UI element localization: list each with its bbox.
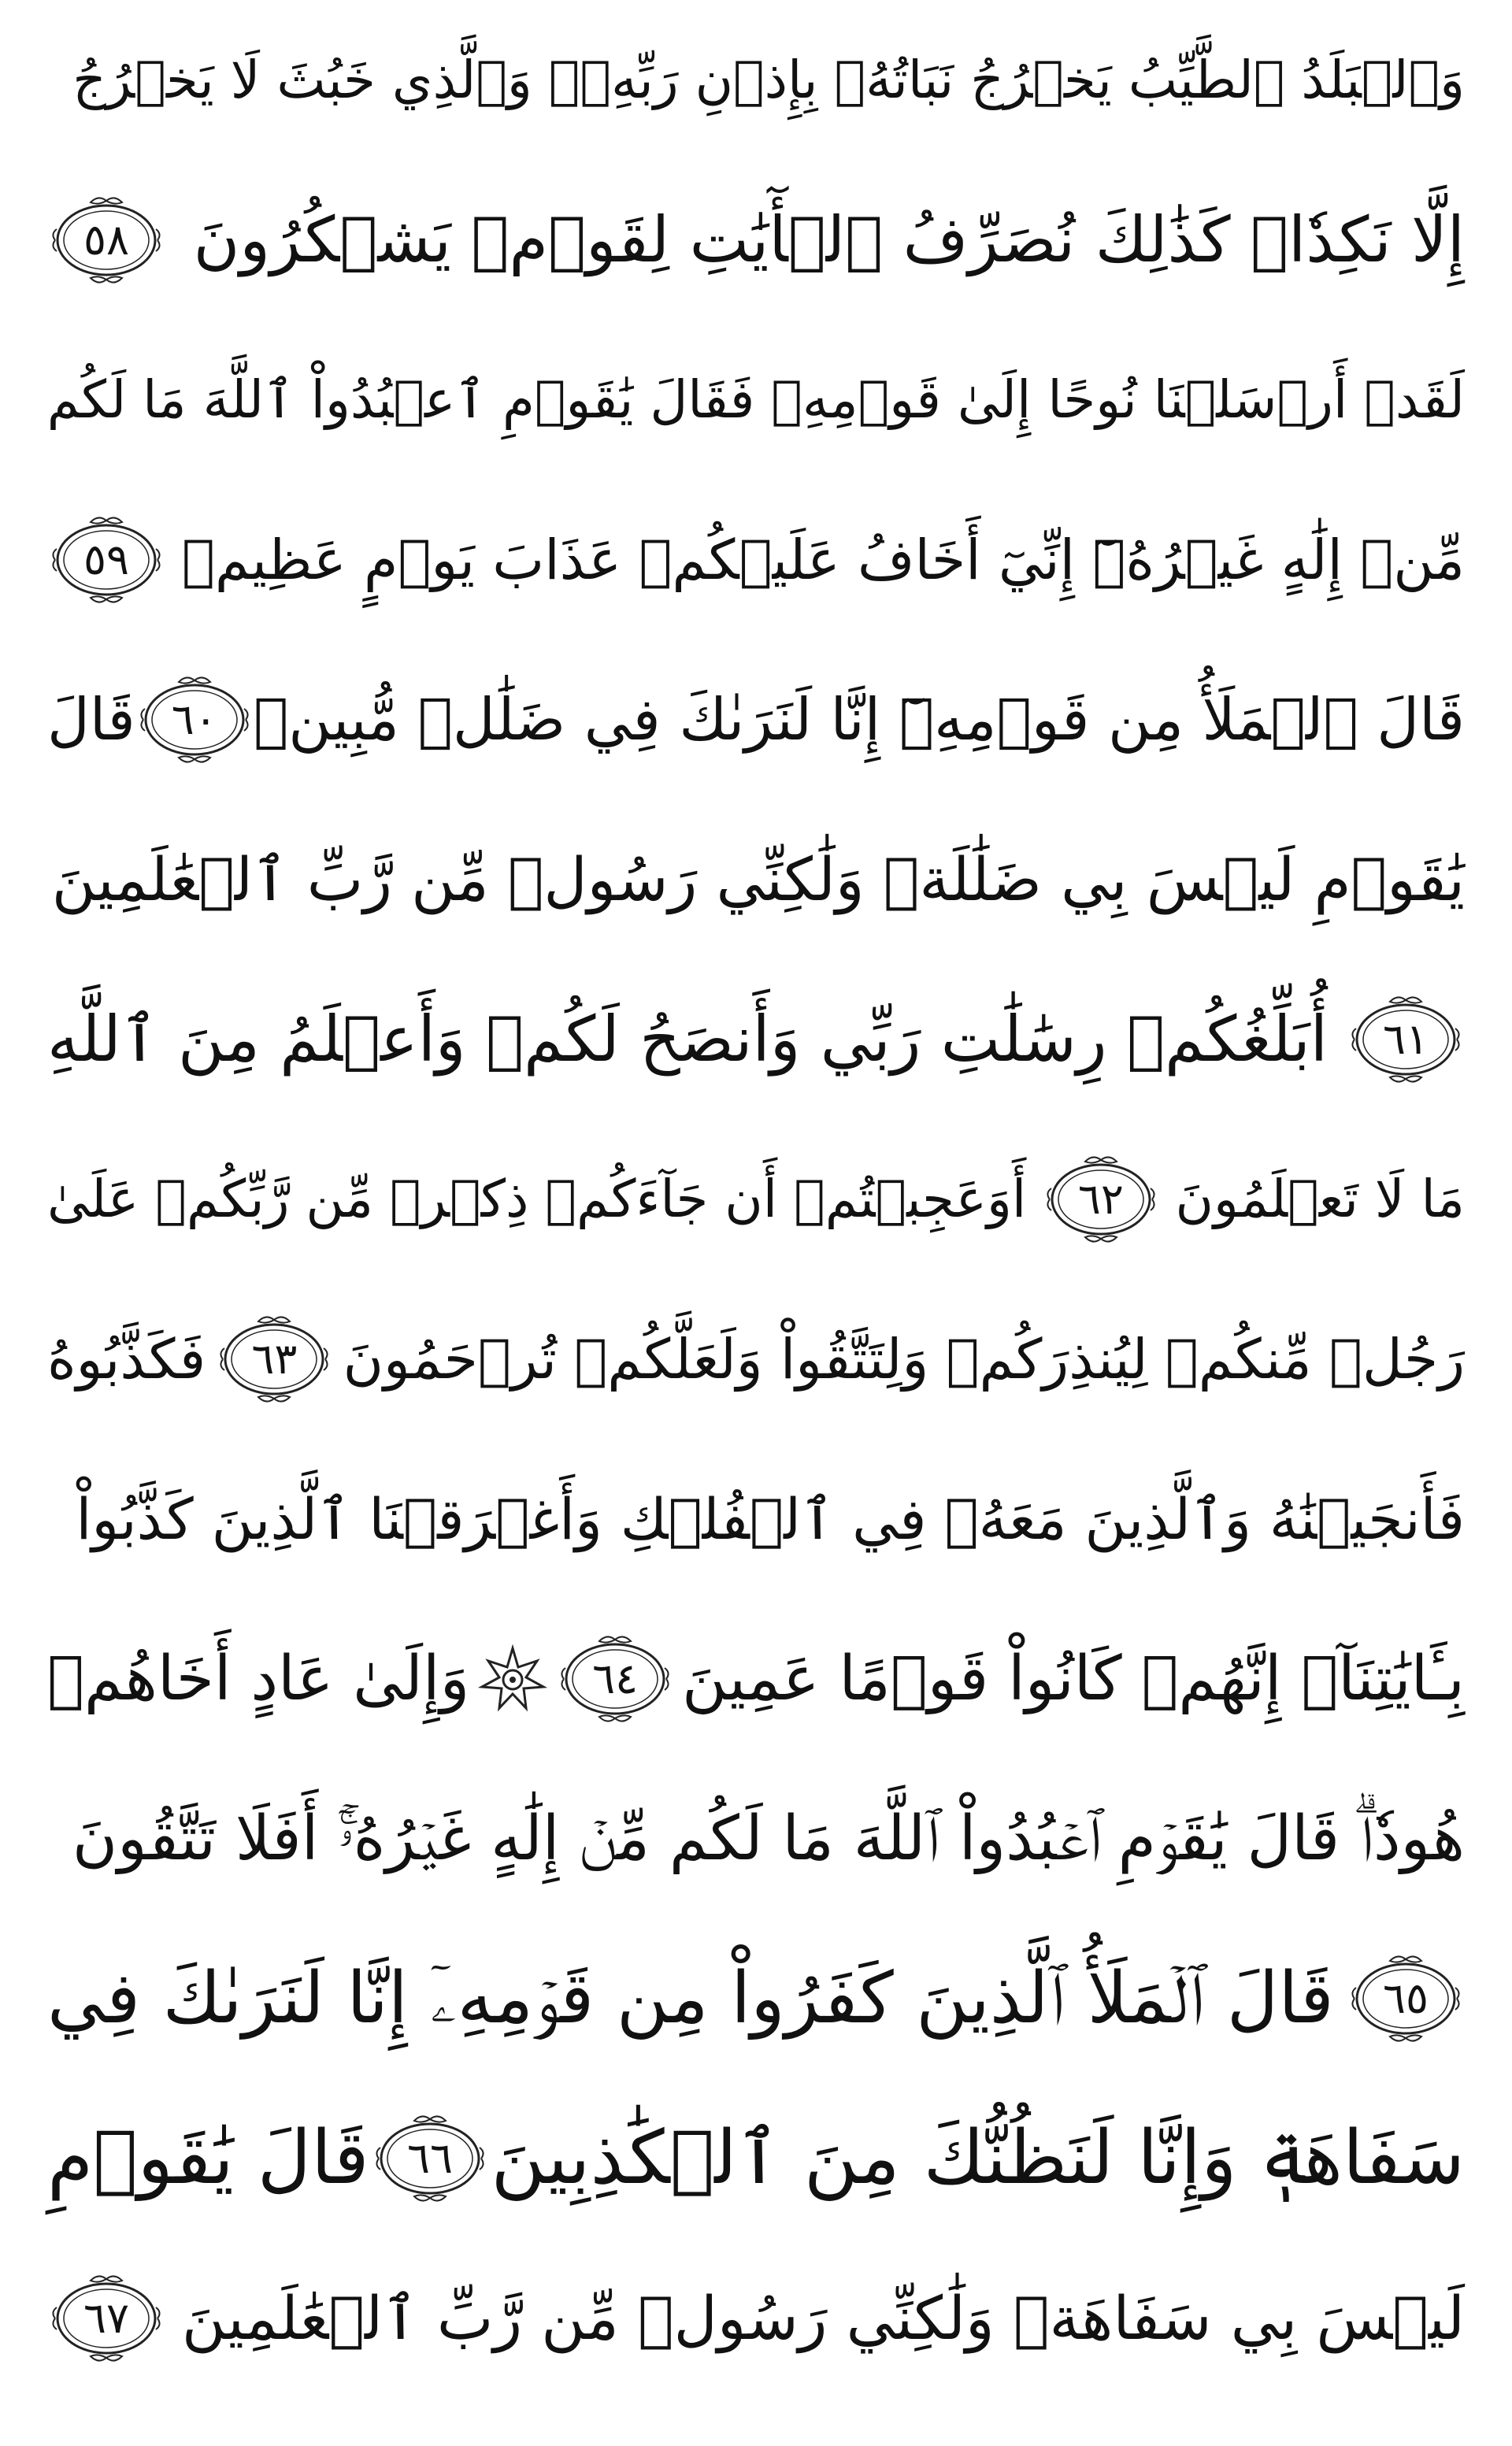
ayah-number: ٦١: [1382, 1014, 1429, 1064]
text-line: [47, 329, 1465, 471]
text-line: [47, 809, 1465, 951]
text-line: [47, 969, 1465, 1110]
ayah-number-marker: [47, 2271, 165, 2366]
ayah-number-marker: [47, 193, 165, 287]
verse-text: قَالَ يَٰقَوۡمِ: [47, 2115, 369, 2201]
ayah-number-marker: [1042, 1152, 1160, 1247]
ayah-number: ٦٤: [592, 1654, 639, 1703]
verse-text: أُبَلِّغُكُمۡ رِسَٰلَٰتِ رَبِّي وَأَنصَحُ لَكُمۡ وَأَعۡلَمُ مِنَ ٱللَّهِ: [47, 1002, 1328, 1076]
text-line: [47, 1768, 1465, 1910]
ayah-number-marker: [215, 1312, 333, 1406]
ayah-number-marker: [1347, 992, 1465, 1087]
text-line: [47, 2088, 1465, 2229]
verse-text: لَيۡسَ بِي سَفَاهَةٞ وَلَٰكِنِّي رَسُولٞ مِّن رَّبِّ ٱلۡعَٰلَمِينَ: [181, 2283, 1465, 2353]
verse-text: رَجُلٖ مِّنكُمۡ لِيُنذِرَكُمۡ وَلِتَتَّقُواْ وَلَعَلَّكُمۡ تُرۡحَمُونَ: [343, 1327, 1465, 1392]
ayah-number: ٦٣: [251, 1334, 298, 1384]
verse-text: قَالَ: [47, 686, 135, 754]
verse-text: مَا لَا تَعۡلَمُونَ: [1175, 1169, 1465, 1229]
ayah-number-marker: [556, 1632, 674, 1726]
verse-text: قَالَ ٱلۡمَلَأُ مِن قَوۡمِهِۦٓ إِنَّا لَنَرَىٰكَ فِي ضَلَٰلٖ مُّبِينٖ: [253, 686, 1465, 754]
ayah-number: ٦٢: [1077, 1174, 1124, 1224]
text-line: [47, 1128, 1465, 1270]
verse-text: بِـَٔايَٰتِنَآۚ إِنَّهُمۡ كَانُواْ قَوۡمًا عَمِينَ: [682, 1644, 1465, 1714]
ayah-number: ٦٧: [83, 2293, 129, 2343]
verse-text: لَقَدۡ أَرۡسَلۡنَا نُوحًا إِلَىٰ قَوۡمِهِۦ فَقَالَ يَٰقَوۡمِ ٱعۡبُدُواْ ٱللَّهَ مَا لَكُم: [46, 369, 1465, 430]
ayah-number: ٦٠: [171, 695, 217, 744]
hizb-star-glyph: [477, 1644, 548, 1714]
text-line: [47, 489, 1465, 631]
verse-text: فَكَذَّبُوهُ: [47, 1327, 206, 1392]
ayah-number-marker: [371, 2111, 489, 2206]
text-line: [47, 2248, 1465, 2389]
ayah-number-marker: [1347, 1951, 1465, 2046]
ayah-number: ٦٥: [1382, 1973, 1429, 2023]
text-line: [47, 649, 1465, 791]
ayah-number: ٥٩: [83, 535, 129, 584]
hizb-star-icon: [477, 1644, 548, 1714]
verse-text: وَٱلۡبَلَدُ ٱلطَّيِّبُ يَخۡرُجُ نَبَاتُهُۥ بِإِذۡنِ رَبِّهِۦۖ وَٱلَّذِي خَبُثَ لَا يَخۡرُجُ: [72, 50, 1465, 110]
verse-text: فَأَنجَيۡنَٰهُ وَٱلَّذِينَ مَعَهُۥ فِي ٱلۡفُلۡكِ وَأَغۡرَقۡنَا ٱلَّذِينَ كَذَّبُواْ: [76, 1486, 1465, 1552]
verse-text: قَالَ ٱلۡمَلَأُ ٱلَّذِينَ كَفَرُواْ مِن قَوۡمِهِۦٓ إِنَّا لَنَرَىٰكَ فِي: [47, 1957, 1334, 2040]
ayah-number: ٥٨: [83, 215, 129, 265]
verse-text: سَفَاهَةٖ وَإِنَّا لَنَظُنُّكَ مِنَ ٱلۡكَٰذِبِينَ: [491, 2115, 1465, 2201]
verse-text: مِّنۡ إِلَٰهٍ غَيۡرُهُۥٓ إِنِّيٓ أَخَافُ عَلَيۡكُمۡ عَذَابَ يَوۡمٍ عَظِيمٖ: [181, 528, 1465, 592]
verse-text: وَإِلَىٰ عَادٍ أَخَاهُمۡ: [47, 1644, 470, 1714]
verse-text: أَوَعَجِبۡتُمۡ أَن جَآءَكُمۡ ذِكۡرٞ مِّن رَّبِّكُمۡ عَلَىٰ: [47, 1169, 1027, 1229]
text-line: [47, 1288, 1465, 1430]
verse-text: إِلَّا نَكِدٗاۚ كَذَٰلِكَ نُصَرِّفُ ٱلۡأٓيَٰتِ لِقَوۡمٖ يَشۡكُرُونَ: [193, 203, 1465, 276]
text-line: [47, 1928, 1465, 2070]
verse-text: هُودٗاۗ قَالَ يَٰقَوۡمِ ٱعۡبُدُواْ ٱللَّهَ مَا لَكُم مِّنۡ إِلَٰهٍ غَيۡرُهُۥٓۚ أَفَلَا تَتَّقُونَ: [72, 1803, 1465, 1874]
verse-text: يَٰقَوۡمِ لَيۡسَ بِي ضَلَٰلَةٞ وَلَٰكِنِّي رَسُولٞ مِّن رَّبِّ ٱلۡعَٰلَمِينَ: [51, 844, 1465, 914]
ayah-number-marker: [47, 513, 165, 607]
text-line: [47, 1448, 1465, 1590]
ayah-number-marker: [135, 673, 254, 767]
ayah-number: ٦٦: [407, 2133, 454, 2183]
text-line: [47, 169, 1465, 311]
text-line: [47, 9, 1465, 151]
text-line: [47, 1608, 1465, 1750]
